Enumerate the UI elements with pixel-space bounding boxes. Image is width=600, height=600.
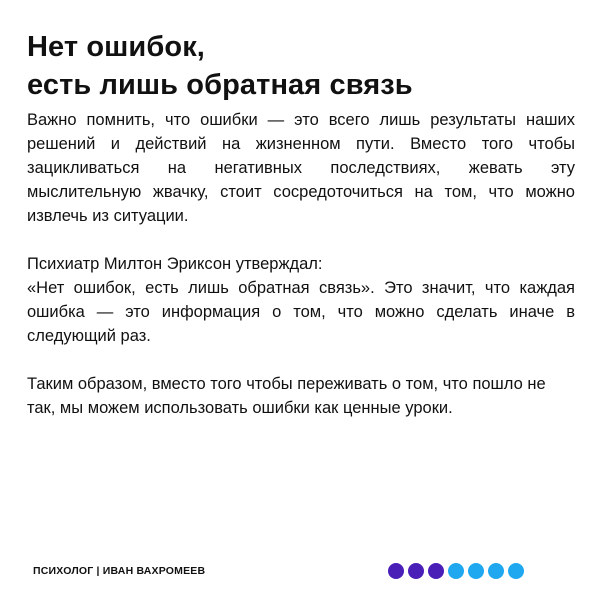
pagination-dot-7 — [508, 563, 524, 579]
paragraph-2-line-3: ошибка — это информация о том, что можно сделать иначе в — [27, 303, 575, 321]
paragraph-3 — [27, 372, 575, 420]
author-brand: ПСИХОЛОГ | ИВАН ВАХРОМЕЕВ — [33, 565, 206, 577]
paragraph-1-line-5: извлечь из ситуации. — [27, 207, 189, 225]
paragraph-2 — [27, 252, 575, 348]
pagination-dot-1 — [388, 563, 404, 579]
paragraph-3-line-1: Таким образом, вместо того чтобы переживать о том, что пошло не — [27, 375, 546, 393]
pagination-dot-6 — [488, 563, 504, 579]
paragraph-2-line-2: «Нет ошибок, есть лишь обратная связь». Это значит, что каждая — [27, 279, 575, 297]
paragraph-1-line-1: Важно помнить, что ошибки — это всего лишь результаты наших — [27, 111, 575, 129]
title-line-1: Нет ошибок, — [27, 31, 205, 63]
paragraph-1-line-4: мыслительную жвачку, стоит сосредоточиться на том, что можно — [27, 183, 575, 201]
article-body — [27, 108, 575, 444]
page-title — [27, 28, 573, 104]
paragraph-2-line-4: следующий раз. — [27, 327, 151, 345]
pagination-dot-4 — [448, 563, 464, 579]
title-line-2: есть лишь обратная связь — [27, 69, 413, 101]
paragraph-3-line-2: так, мы можем использовать ошибки как ценные уроки. — [27, 399, 453, 417]
pagination-dots — [388, 563, 524, 579]
paragraph-1 — [27, 108, 575, 228]
paragraph-1-line-3: зацикливаться на негативных последствиях, жевать эту — [27, 159, 575, 177]
pagination-dot-5 — [468, 563, 484, 579]
paragraph-2-line-1: Психиатр Милтон Эриксон утверждал: — [27, 255, 323, 273]
pagination-dot-2 — [408, 563, 424, 579]
paragraph-1-line-2: решений и действий на жизненном пути. Вместо того чтобы — [27, 135, 575, 153]
pagination-dot-3 — [428, 563, 444, 579]
